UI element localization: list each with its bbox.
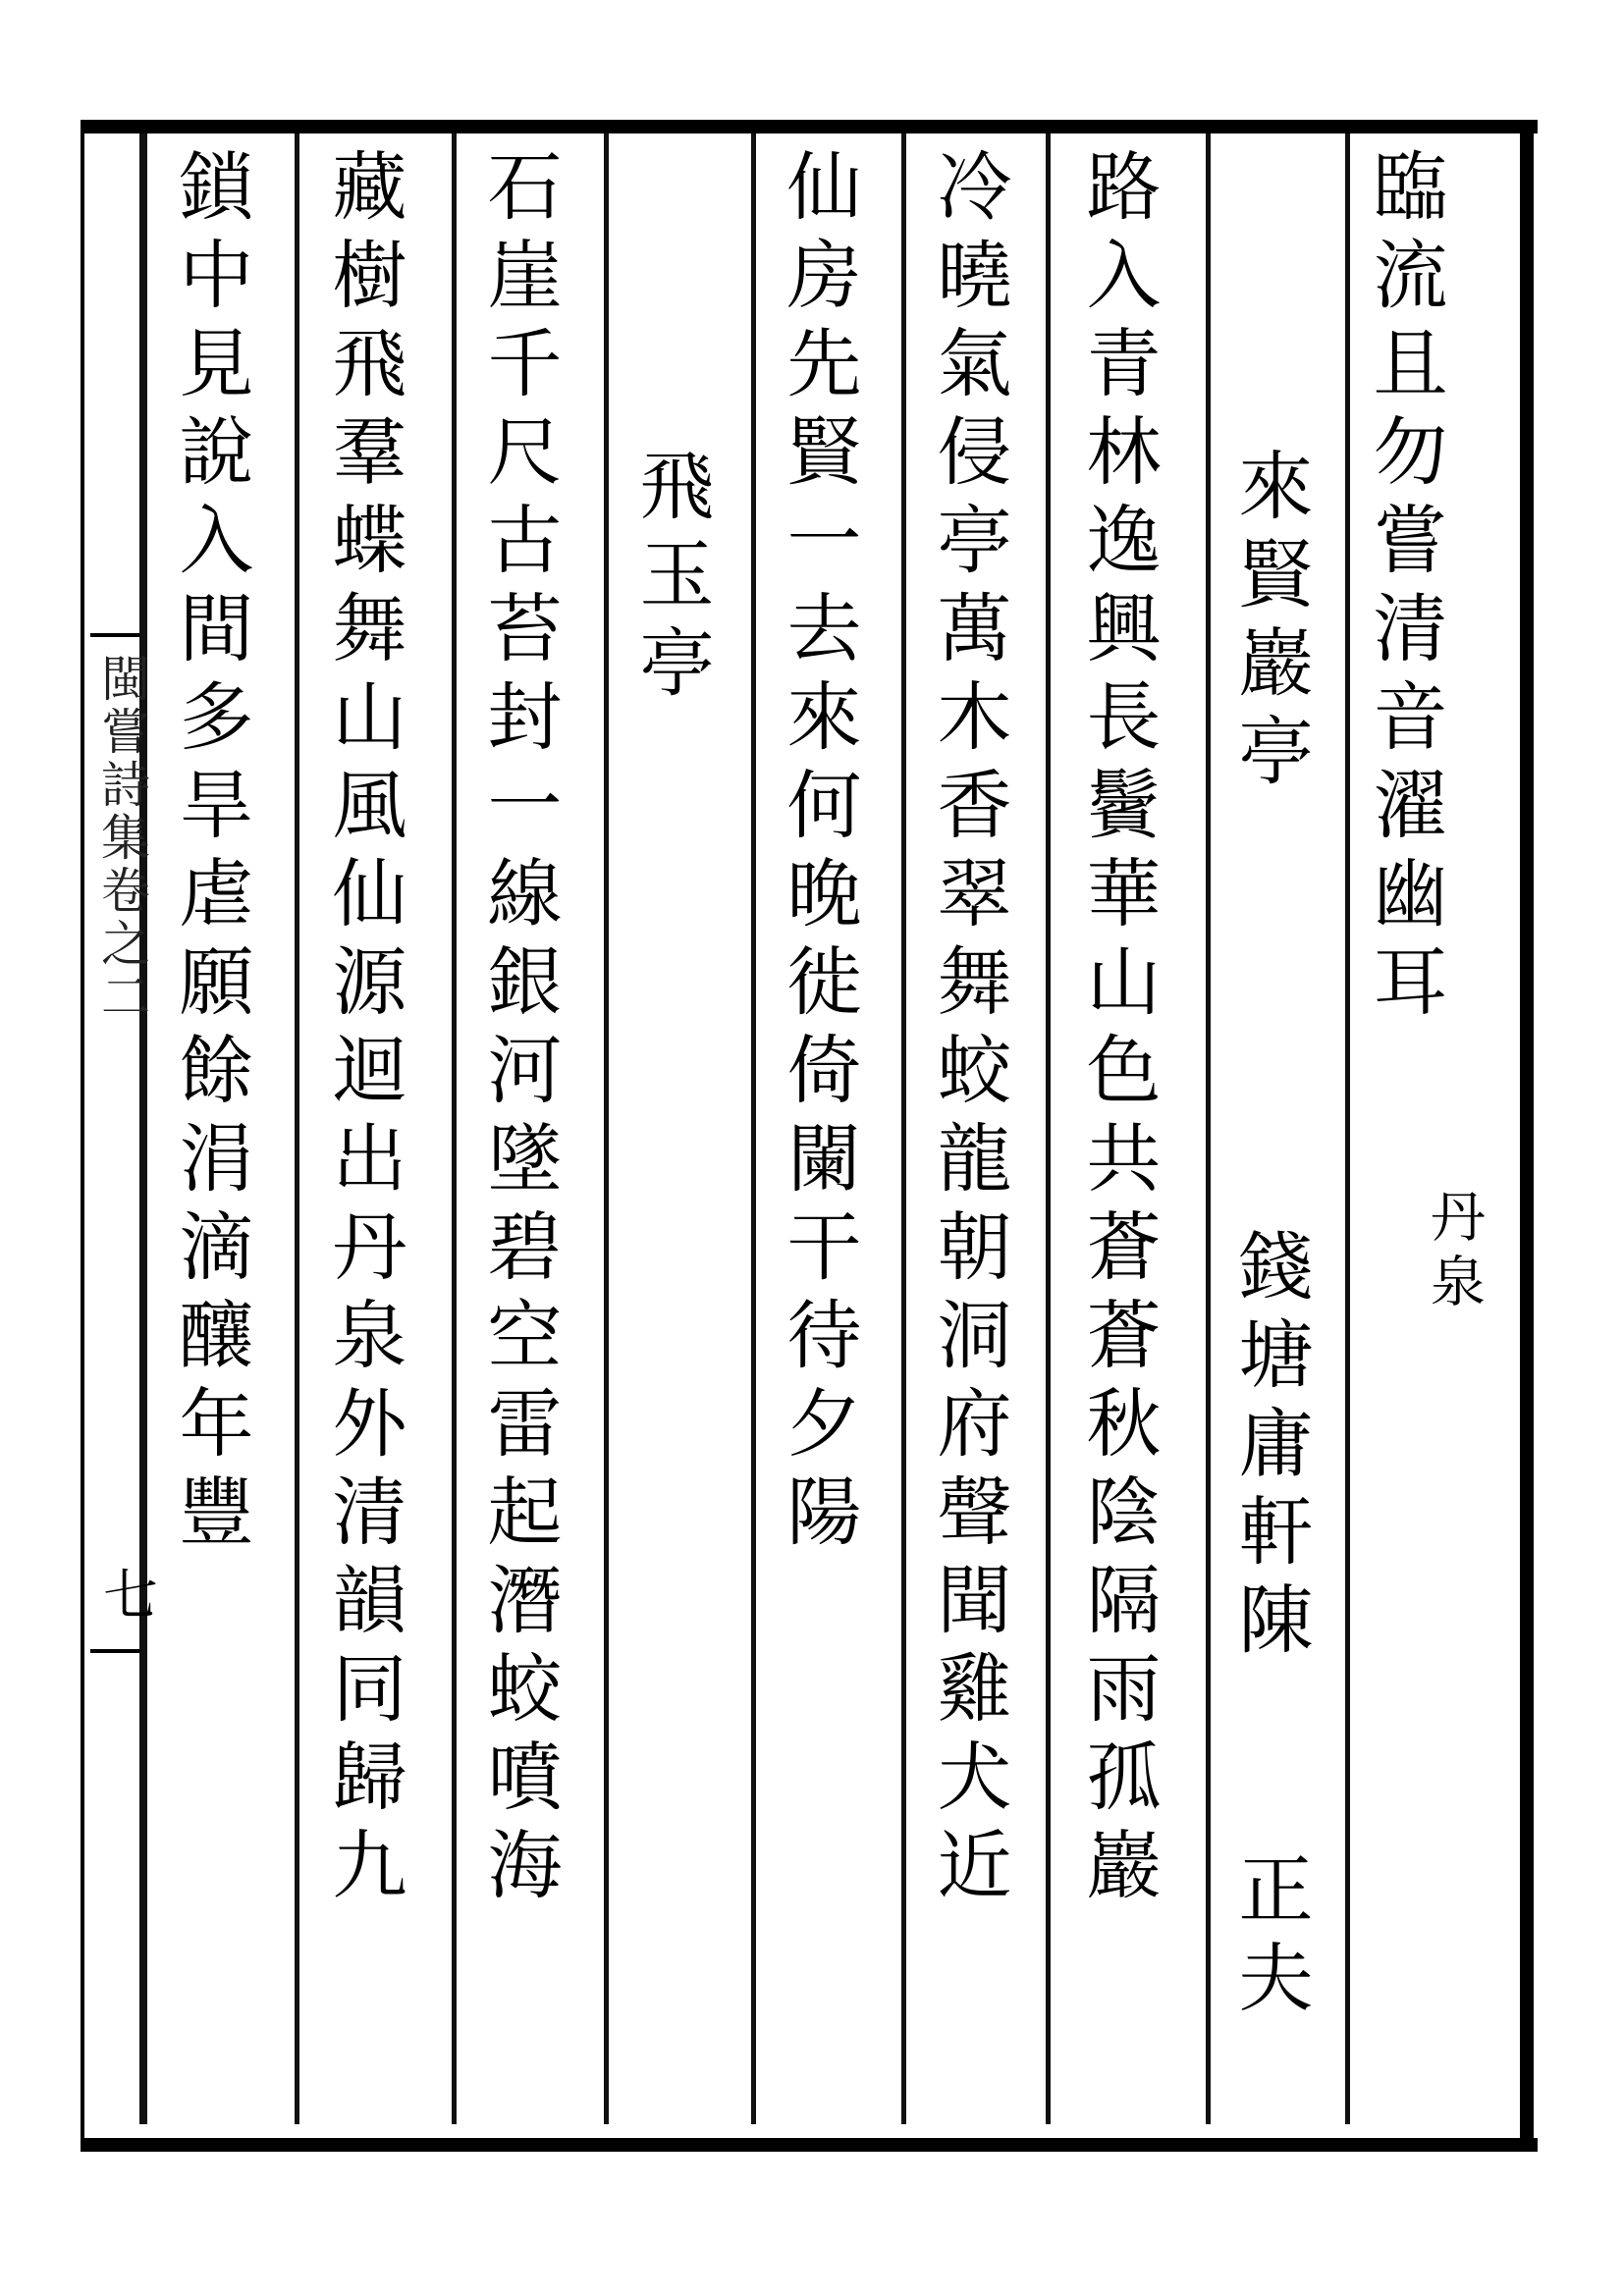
frame-right-edge xyxy=(1520,120,1534,2152)
text-column-2-title: 來賢巖亭 xyxy=(1226,447,1314,800)
text-column-1-note: 丹泉 xyxy=(1422,1188,1486,1317)
text-column-2-author: 錢塘庸軒陳 xyxy=(1226,1227,1314,1669)
text-column-2-author-name: 正夫 xyxy=(1226,1850,1314,2027)
text-column-7: 石崖千尺古苔封一線銀河墜碧空雷起潛蛟噴海 xyxy=(475,147,563,1914)
margin-box-top xyxy=(90,633,139,637)
text-column-6-title: 飛玉亭 xyxy=(627,447,715,712)
margin-title: 閩嘗詩集卷之二 xyxy=(93,653,150,1024)
column-rule xyxy=(452,133,457,2124)
column-rule xyxy=(751,133,756,2124)
text-column-8: 藏樹飛羣蝶舞山風仙源迴出丹泉外清韻同歸九 xyxy=(320,147,407,1914)
text-column-9: 鎖中見說入間多旱虐願餘涓滴釀年豐 xyxy=(167,147,254,1561)
column-rule xyxy=(901,133,906,2124)
column-rule xyxy=(295,133,299,2124)
column-rule xyxy=(1046,133,1051,2124)
text-column-4: 冷曉氣侵亭萬木香翠舞蛟龍朝洞府聲聞雞犬近 xyxy=(925,147,1012,1914)
margin-line xyxy=(139,133,143,2124)
text-column-1: 臨流且勿嘗清音濯幽耳 xyxy=(1361,147,1448,1031)
text-column-5: 仙房先賢一去來何晚徙倚闌干待夕陽 xyxy=(775,147,862,1561)
column-rule xyxy=(604,133,609,2124)
column-rule xyxy=(1206,133,1211,2124)
text-column-3: 路入青林逸興長鬢華山色共蒼蒼秋陰隔雨孤巖 xyxy=(1074,147,1162,1914)
page-number: 七 xyxy=(94,1566,158,1621)
margin-box-bottom xyxy=(90,1649,139,1653)
column-rule xyxy=(1345,133,1350,2124)
